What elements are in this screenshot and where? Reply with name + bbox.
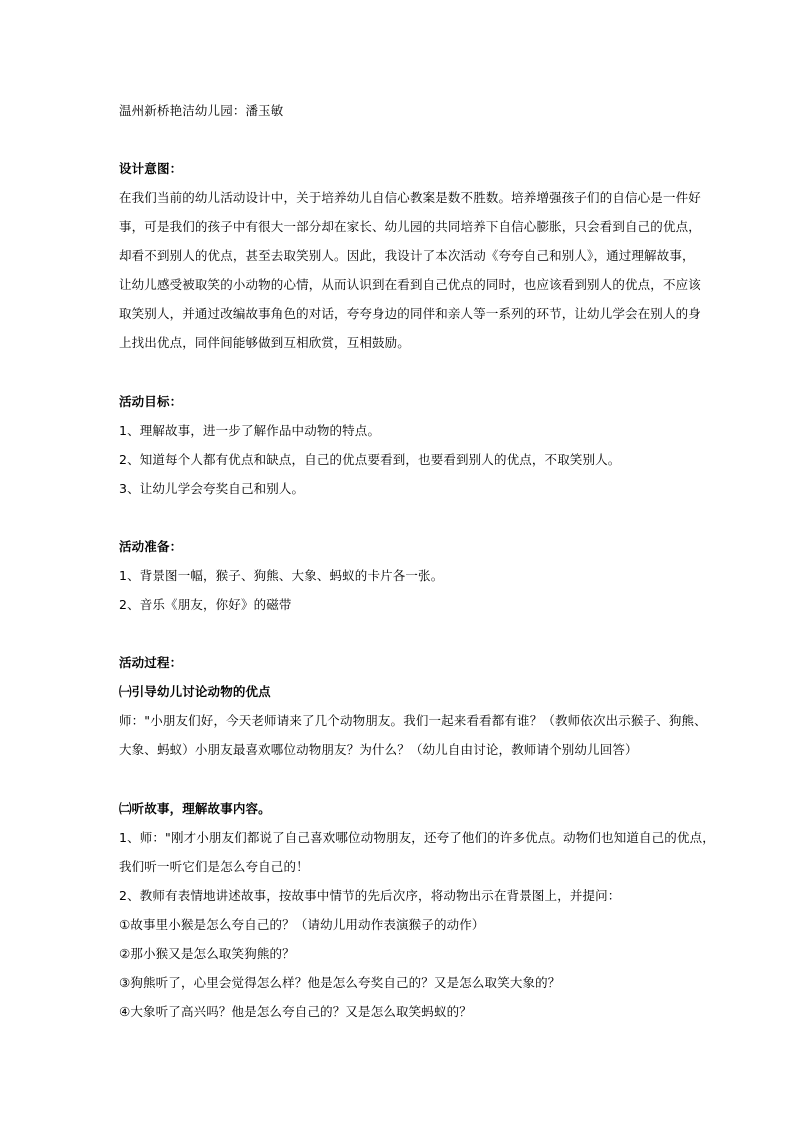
paragraph-line: 却看不到别人的优点，甚至去取笑别人。因此，我设计了本次活动《夸夸自己和别人》，通过理解故事，	[119, 248, 695, 263]
paragraph-line: 取笑别人，并通过改编故事角色的对话，夸夸身边的同伴和亲人等一系列的环节，让幼儿学会在别人的身	[119, 306, 701, 321]
list-item: 1、背景图一幅，猴子、狗熊、大象、蚂蚁的卡片各一张。	[119, 568, 444, 583]
list-item: ①故事里小猴是怎么夸自己的？（请幼儿用动作表演猴子的动作）	[119, 917, 485, 932]
list-item: ③狗熊听了，心里会觉得怎么样？他是怎么夸奖自己的？又是怎么取笑大象的？	[119, 975, 561, 990]
paragraph-line: 在我们当前的幼儿活动设计中，关于培养幼儿自信心教案是数不胜数。培养增强孩子们的自信心是一件好	[119, 190, 701, 205]
list-item: 2、知道每个人都有优点和缺点，自己的优点要看到，也要看到别人的优点，不取笑别人。	[119, 452, 621, 467]
preparation-heading: 活动准备：	[119, 539, 183, 554]
list-item: ④大象听了高兴吗？他是怎么夸自己的？又是怎么取笑蚂蚁的？	[119, 1004, 472, 1019]
list-item: ②那小猴又是怎么取笑狗熊的？	[119, 946, 295, 961]
paragraph-line: 事，可是我们的孩子中有很大一部分却在家长、幼儿园的共同培养下自信心膨胀，只会看到自己的优点，	[119, 219, 701, 234]
paragraph-line: 我们听一听它们是怎么夸自己的！	[119, 859, 309, 874]
paragraph-line: 1、师："刚才小朋友们都说了自己喜欢哪位动物朋友，还夸了他们的许多优点。动物们也知道自己的优点，	[119, 830, 715, 845]
paragraph-line: 上找出优点，同伴间能够做到互相欣赏，互相鼓励。	[119, 335, 410, 350]
paragraph-line: 师："小朋友们好，今天老师请来了几个动物朋友。我们一起来看看都有谁？（教师依次出示猴子、狗熊、	[119, 713, 707, 728]
step2-title: ㈡听故事，理解故事内容。	[119, 801, 271, 816]
list-item: 2、音乐《朋友，你好》的磁带	[119, 597, 292, 612]
design-intent-heading: 设计意图：	[119, 161, 183, 176]
list-item: 3、让幼儿学会夸奖自己和别人。	[119, 481, 305, 496]
list-item: 1、理解故事，进一步了解作品中动物的特点。	[119, 423, 381, 438]
paragraph-line: 让幼儿感受被取笑的小动物的心情，从而认识到在看到自己优点的同时，也应该看到别人的优点，不应该	[119, 277, 701, 292]
paragraph-line: 大象、蚂蚁）小朋友最喜欢哪位动物朋友？为什么？（幼儿自由讨论，教师请个别幼儿回答）	[119, 742, 638, 757]
paragraph-line: 2、教师有表情地讲述故事，按故事中情节的先后次序，将动物出示在背景图上，并提问：	[119, 888, 621, 903]
goals-heading: 活动目标：	[119, 394, 183, 409]
author-line: 温州新桥艳洁幼儿园：潘玉敏	[119, 103, 284, 118]
process-heading: 活动过程：	[119, 655, 183, 670]
step1-title: ㈠引导幼儿讨论动物的优点	[119, 684, 271, 699]
